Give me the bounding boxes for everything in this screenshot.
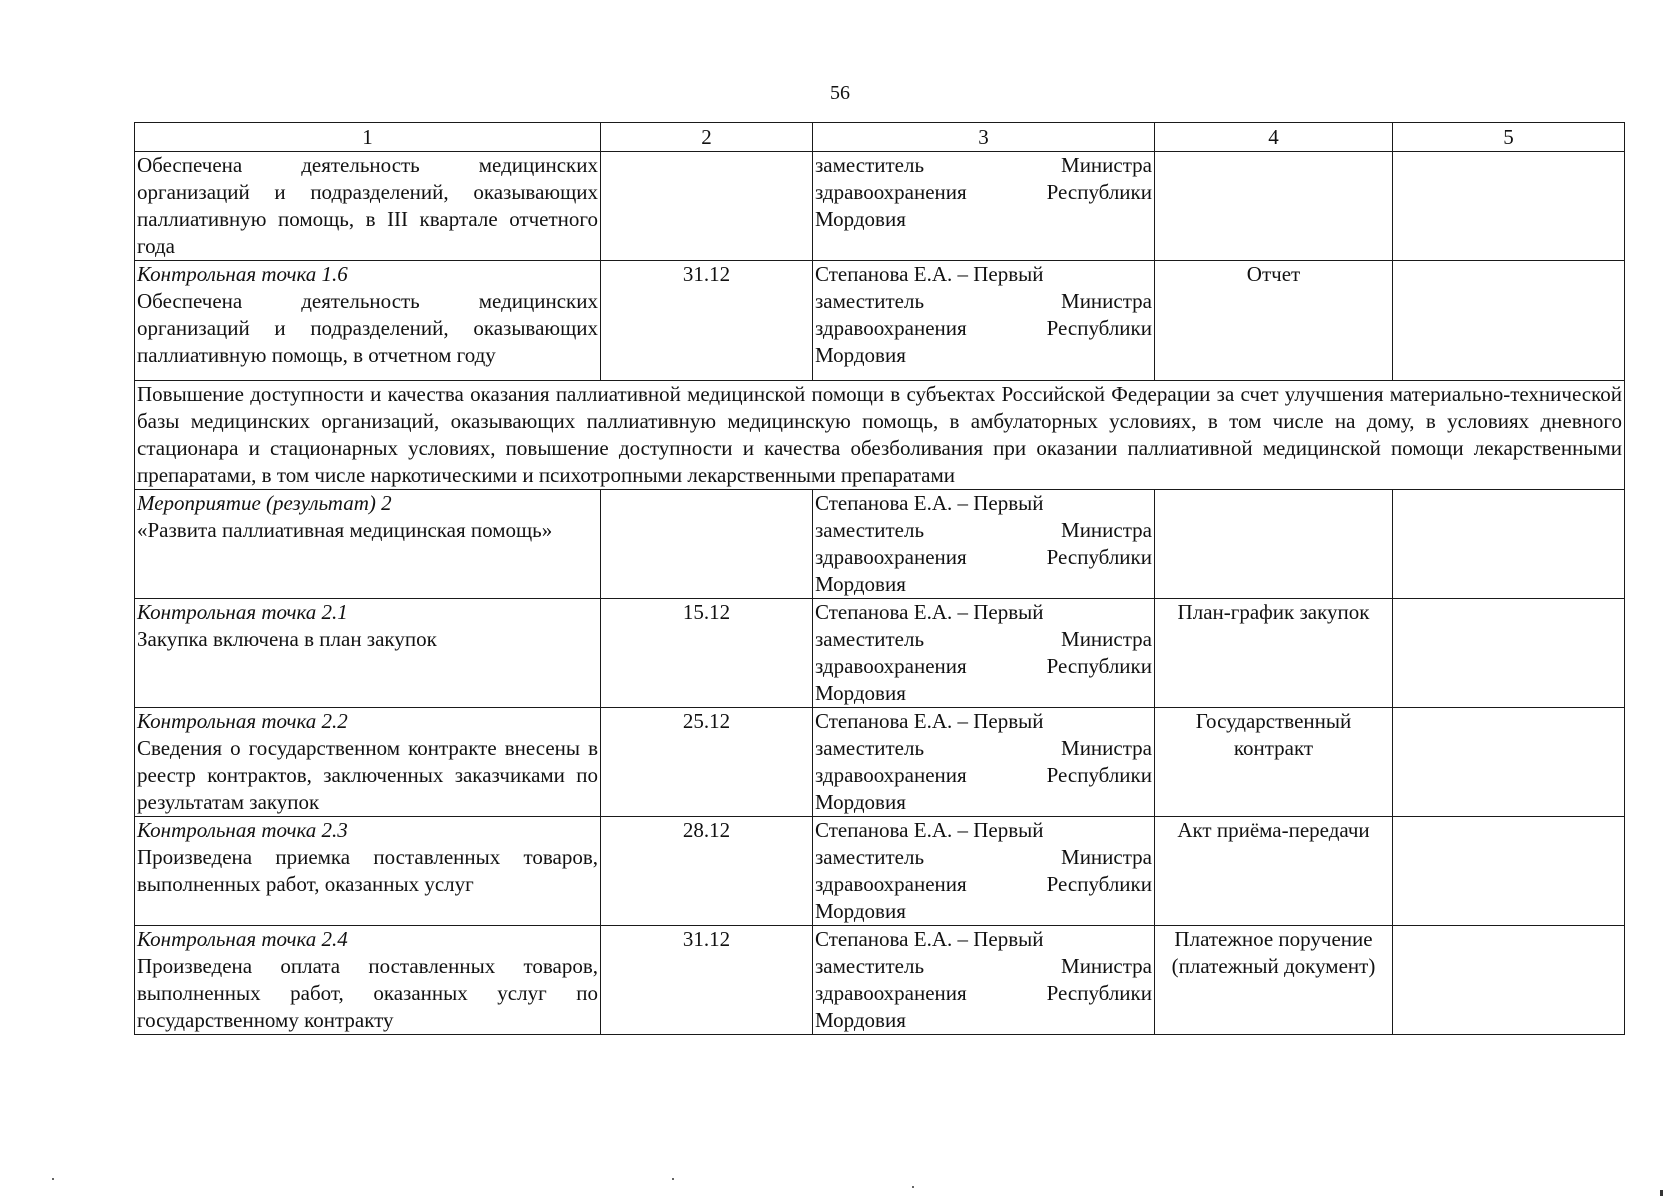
table-row xyxy=(135,261,1625,381)
responsible-text: заместитель Министра здравоохранения Республики Мордовия xyxy=(815,954,1152,1032)
info-cell xyxy=(1393,599,1625,708)
deadline-cell xyxy=(601,152,813,261)
event-text: Закупка включена в план закупок xyxy=(137,627,437,651)
page-number: 56 xyxy=(830,82,850,104)
responsible-text: заместитель Министра здравоохранения Республики Мордовия xyxy=(815,518,1152,596)
event-text: Обеспечена деятельность медицинских организаций и подразделений, оказывающих паллиативную помощь, в III квартале отчетного года xyxy=(137,153,598,258)
document-cell: План-график закупок xyxy=(1155,599,1393,708)
document-cell xyxy=(1155,490,1393,599)
responsible-text: заместитель Министра здравоохранения Республики Мордовия xyxy=(815,153,1152,231)
responsible-lead: Степанова Е.А. – Первый xyxy=(815,491,1044,515)
scan-speck xyxy=(52,1178,54,1180)
responsible-lead: Степанова Е.А. – Первый xyxy=(815,818,1044,842)
info-cell xyxy=(1393,708,1625,817)
column-header: 2 xyxy=(601,123,813,152)
event-cell xyxy=(135,926,601,1035)
responsible-cell xyxy=(813,599,1155,708)
responsible-cell xyxy=(813,490,1155,599)
table-row xyxy=(135,599,1625,708)
event-cell xyxy=(135,599,601,708)
table-row xyxy=(135,817,1625,926)
event-cell xyxy=(135,490,601,599)
responsible-cell xyxy=(813,152,1155,261)
info-cell xyxy=(1393,261,1625,381)
responsible-cell xyxy=(813,261,1155,381)
column-header: 1 xyxy=(135,123,601,152)
event-title: Контрольная точка 2.4 xyxy=(137,927,348,951)
deadline-cell: 15.12 xyxy=(601,599,813,708)
section-heading: Повышение доступности и качества оказания паллиативной медицинской помощи в субъектах Российской Федерации за счет улучшения материально-технической базы медицинских организаций, оказывающих паллиативную медицинскую помощь, в амбулаторных условиях, в том числе на дому, в условиях дневного стационара и стационарных условиях, повышение доступности и качества обезболивания при оказании паллиативной медицинской помощи лекарственными препаратами, в том числе наркотическими и психотропными лекарственными препаратами xyxy=(135,381,1625,490)
info-cell xyxy=(1393,152,1625,261)
plan-table xyxy=(134,122,1625,1035)
table-header-row xyxy=(135,123,1625,152)
responsible-text: заместитель Министра здравоохранения Республики Мордовия xyxy=(815,845,1152,923)
table-row xyxy=(135,490,1625,599)
document-cell: Платежное поручение (платежный документ) xyxy=(1155,926,1393,1035)
scan-speck xyxy=(1660,1190,1663,1196)
deadline-cell xyxy=(601,490,813,599)
event-text: Сведения о государственном контракте внесены в реестр контрактов, заключенных заказчиками по результатам закупок xyxy=(137,736,598,814)
responsible-lead: Степанова Е.А. – Первый xyxy=(815,709,1044,733)
event-cell xyxy=(135,817,601,926)
scan-speck xyxy=(912,1186,914,1188)
column-header: 5 xyxy=(1393,123,1625,152)
responsible-cell xyxy=(813,926,1155,1035)
event-cell xyxy=(135,261,601,381)
event-text: Обеспечена деятельность медицинских организаций и подразделений, оказывающих паллиативную помощь, в отчетном году xyxy=(137,289,598,367)
column-header: 3 xyxy=(813,123,1155,152)
deadline-cell: 25.12 xyxy=(601,708,813,817)
responsible-text: заместитель Министра здравоохранения Республики Мордовия xyxy=(815,736,1152,814)
event-cell xyxy=(135,708,601,817)
column-header: 4 xyxy=(1155,123,1393,152)
document-cell: Отчет xyxy=(1155,261,1393,381)
deadline-cell: 28.12 xyxy=(601,817,813,926)
table-row xyxy=(135,708,1625,817)
table-row xyxy=(135,926,1625,1035)
responsible-cell xyxy=(813,708,1155,817)
section-row xyxy=(135,381,1625,490)
table-row xyxy=(135,152,1625,261)
responsible-text: заместитель Министра здравоохранения Республики Мордовия xyxy=(815,289,1152,367)
event-cell xyxy=(135,152,601,261)
event-title: Контрольная точка 2.1 xyxy=(137,600,348,624)
responsible-cell xyxy=(813,817,1155,926)
responsible-lead: Степанова Е.А. – Первый xyxy=(815,262,1044,286)
deadline-cell: 31.12 xyxy=(601,926,813,1035)
event-title: Контрольная точка 2.2 xyxy=(137,709,348,733)
responsible-lead: Степанова Е.А. – Первый xyxy=(815,600,1044,624)
info-cell xyxy=(1393,926,1625,1035)
document-cell: Акт приёма-передачи xyxy=(1155,817,1393,926)
event-title: Контрольная точка 1.6 xyxy=(137,262,348,286)
info-cell xyxy=(1393,490,1625,599)
responsible-lead: Степанова Е.А. – Первый xyxy=(815,927,1044,951)
event-title: Контрольная точка 2.3 xyxy=(137,818,348,842)
event-text: Произведена приемка поставленных товаров, выполненных работ, оказанных услуг xyxy=(137,845,598,896)
document-cell xyxy=(1155,152,1393,261)
responsible-text: заместитель Министра здравоохранения Республики Мордовия xyxy=(815,627,1152,705)
event-title: Мероприятие (результат) 2 xyxy=(137,491,392,515)
scan-speck xyxy=(672,1178,674,1180)
event-text: «Развита паллиативная медицинская помощь» xyxy=(137,518,553,542)
document-cell: Государственный контракт xyxy=(1155,708,1393,817)
info-cell xyxy=(1393,817,1625,926)
deadline-cell: 31.12 xyxy=(601,261,813,381)
event-text: Произведена оплата поставленных товаров, выполненных работ, оказанных услуг по государственному контракту xyxy=(137,954,598,1032)
